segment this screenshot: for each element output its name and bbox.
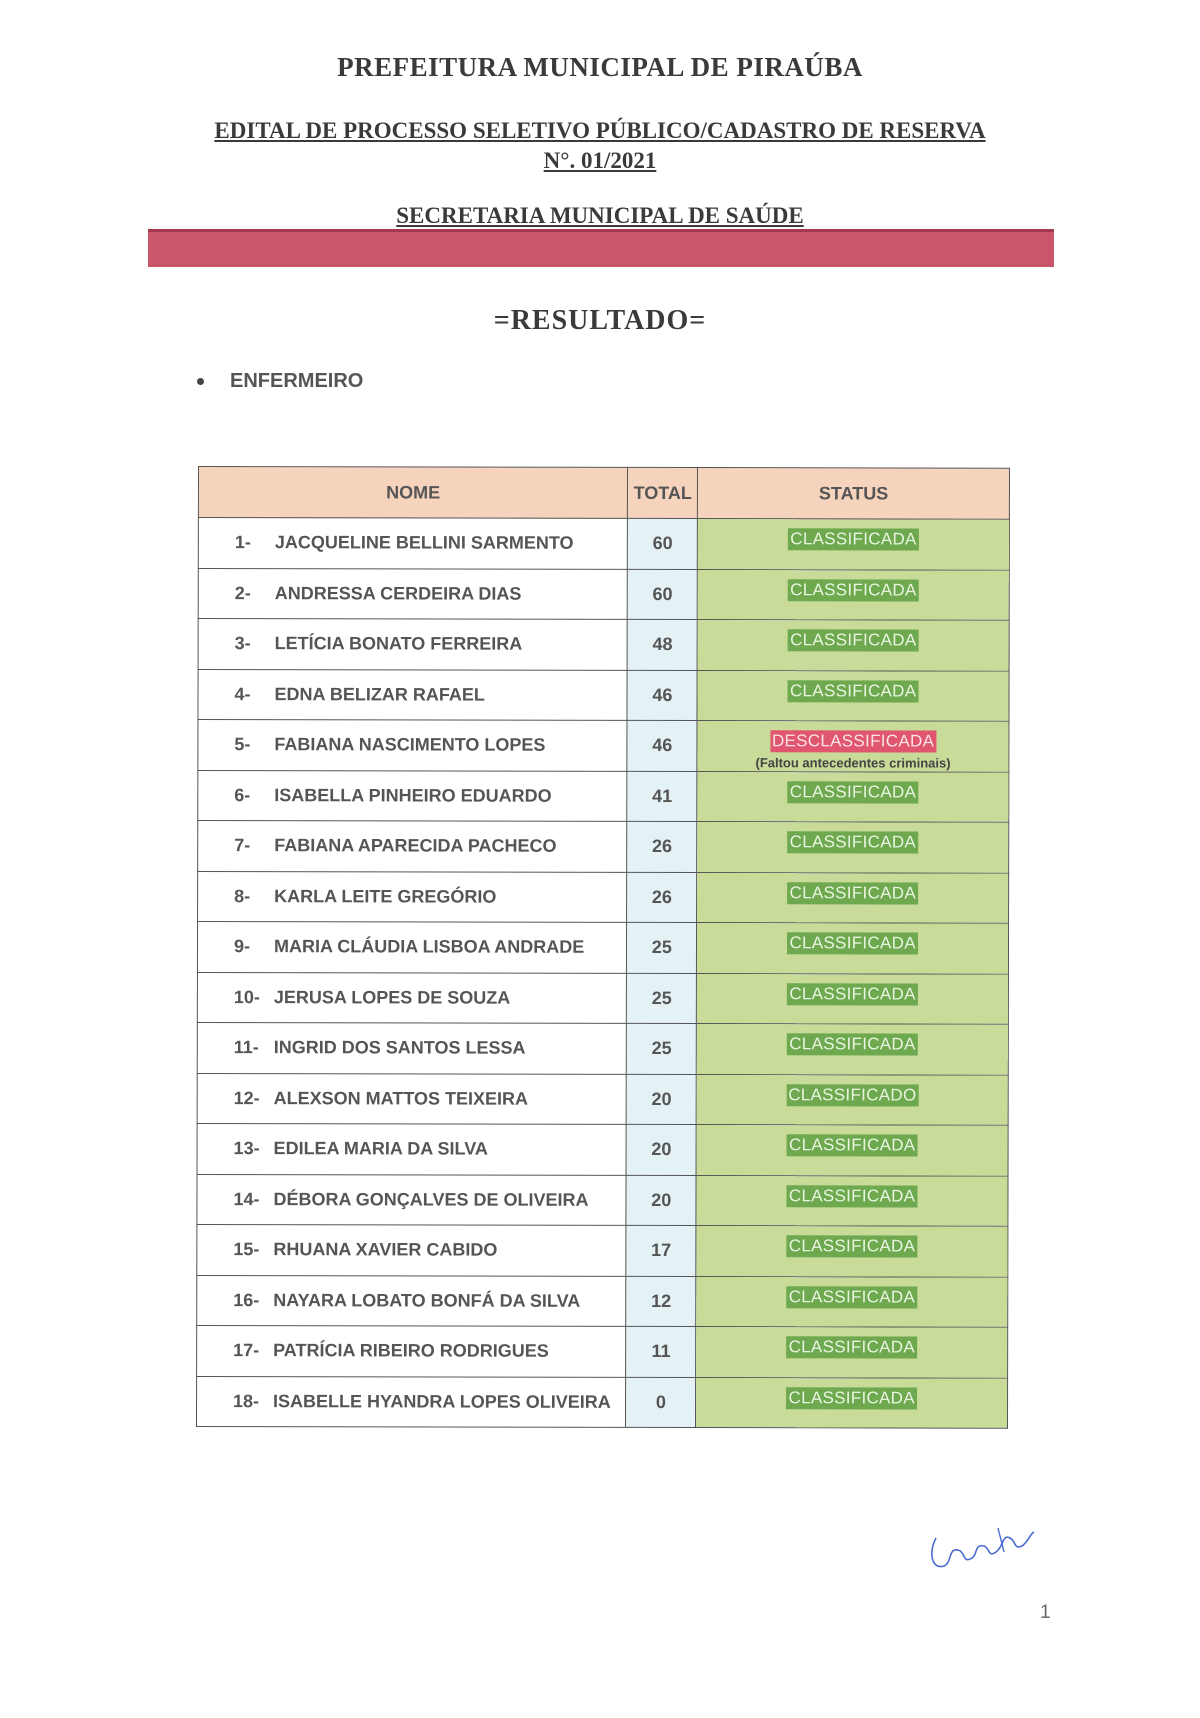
- status-cell: [697, 670, 1009, 721]
- table-row: [198, 669, 1009, 721]
- table-body: [196, 518, 1009, 1429]
- candidate-name-cell: [197, 1325, 626, 1376]
- status-cell: [697, 721, 1009, 772]
- table-row: [198, 619, 1009, 671]
- candidate-name-cell: [198, 619, 627, 670]
- total-score: 46: [627, 670, 697, 721]
- row-number: 16-: [233, 1289, 260, 1310]
- status-badge: CLASSIFICADA: [787, 1235, 917, 1257]
- total-score: 0: [626, 1377, 696, 1428]
- table-row: [197, 1275, 1008, 1327]
- candidate-name-cell: [197, 1022, 626, 1073]
- total-score: 20: [626, 1074, 696, 1125]
- signature: [918, 1508, 1038, 1588]
- status-cell: [696, 1377, 1008, 1428]
- candidate-name: INGRID DOS SANTOS LESSA: [273, 1037, 526, 1058]
- candidate-name: RHUANA XAVIER CABIDO: [273, 1239, 498, 1260]
- total-score: 11: [626, 1326, 696, 1377]
- bullet-icon: [197, 378, 204, 385]
- candidate-name: ANDRESSA CERDEIRA DIAS: [274, 582, 522, 604]
- status-badge: CLASSIFICADA: [788, 882, 918, 904]
- row-number: 6-: [234, 784, 251, 805]
- candidate-name-cell: [198, 518, 627, 569]
- status-cell: [697, 771, 1009, 822]
- status-badge: CLASSIFICADA: [788, 831, 918, 853]
- table-header-row: [198, 467, 1009, 520]
- status-badge: CLASSIFICADA: [788, 579, 918, 601]
- candidate-name: DÉBORA GONÇALVES DE OLIVEIRA: [273, 1188, 589, 1210]
- candidate-name: JERUSA LOPES DE SOUZA: [273, 986, 511, 1008]
- status-cell: [696, 1125, 1008, 1176]
- row-number: 15-: [233, 1239, 260, 1260]
- candidate-name-cell: [197, 1073, 626, 1124]
- total-score: 60: [628, 569, 698, 620]
- row-number: 9-: [233, 936, 251, 957]
- candidate-name-cell: [198, 821, 627, 872]
- table-row: [198, 871, 1009, 923]
- candidate-name: ISABELLE HYANDRA LOPES OLIVEIRA: [273, 1390, 611, 1412]
- table-row: [198, 821, 1009, 873]
- row-number: 18-: [233, 1390, 260, 1411]
- candidate-name: NAYARA LOBATO BONFÁ DA SILVA: [273, 1289, 581, 1311]
- candidate-name: LETÍCIA BONATO FERREIRA: [274, 633, 523, 654]
- candidate-name-cell: [197, 972, 626, 1023]
- candidate-name-cell: [198, 871, 627, 922]
- candidate-name-cell: [197, 1174, 626, 1225]
- candidate-name-cell: [197, 1224, 626, 1275]
- candidate-name-cell: [197, 1275, 626, 1326]
- table-row: [198, 720, 1009, 772]
- status-cell: [697, 872, 1009, 923]
- row-number: 4-: [234, 683, 251, 704]
- status-badge: CLASSIFICADA: [786, 1387, 916, 1409]
- candidate-name: PATRÍCIA RIBEIRO RODRIGUES: [273, 1340, 549, 1361]
- total-score: 26: [627, 821, 697, 872]
- status-cell: [697, 1024, 1009, 1075]
- table-row: [198, 568, 1009, 620]
- row-number: 1-: [234, 532, 251, 553]
- status-badge: CLASSIFICADA: [787, 1286, 917, 1308]
- status-cell: [696, 1074, 1008, 1125]
- status-badge: CLASSIFICADO: [786, 1084, 918, 1106]
- candidate-name: KARLA LEITE GREGÓRIO: [274, 885, 497, 907]
- table-row: [198, 770, 1009, 822]
- status-badge: CLASSIFICADA: [787, 1185, 917, 1207]
- status-cell: [697, 822, 1009, 873]
- status-badge: DESCLASSIFICADA: [770, 730, 936, 752]
- results-table: [196, 466, 1010, 1429]
- status-cell: [697, 973, 1009, 1024]
- row-number: 13-: [233, 1138, 260, 1159]
- row-number: 11-: [233, 1037, 259, 1058]
- row-number: 8-: [234, 885, 251, 906]
- status-badge: CLASSIFICADA: [787, 932, 917, 954]
- total-score: 26: [627, 872, 697, 923]
- total-score: 25: [627, 1023, 697, 1074]
- row-number: 10-: [233, 986, 260, 1007]
- total-score: 20: [626, 1175, 696, 1226]
- table-row: [197, 1325, 1008, 1377]
- table-row: [197, 922, 1008, 974]
- total-score: 20: [626, 1124, 696, 1175]
- section-label: [197, 370, 363, 393]
- candidate-name-cell: [198, 720, 627, 771]
- status-badge: CLASSIFICADA: [787, 1336, 917, 1358]
- row-number: 2-: [234, 582, 251, 603]
- status-note: (Faltou antecedentes criminais): [755, 755, 951, 771]
- candidate-name: ISABELLA PINHEIRO EDUARDO: [274, 784, 552, 806]
- page-title: PREFEITURA MUNICIPAL DE PIRAÚBA: [337, 52, 863, 82]
- header-status: STATUS: [698, 468, 1010, 520]
- status-badge: CLASSIFICADA: [787, 1033, 917, 1055]
- edital-line-1: EDITAL DE PROCESSO SELETIVO PÚBLICO/CADASTRO DE RESERVA: [214, 118, 986, 143]
- candidate-name: EDILEA MARIA DA SILVA: [273, 1138, 488, 1159]
- section-title: ENFERMEIRO: [230, 370, 364, 392]
- candidate-name: ALEXSON MATTOS TEIXEIRA: [273, 1087, 529, 1109]
- status-cell: [697, 620, 1009, 671]
- candidate-name: EDNA BELIZAR RAFAEL: [274, 683, 485, 705]
- header-total: TOTAL: [628, 467, 698, 518]
- status-badge: CLASSIFICADA: [787, 983, 917, 1005]
- header-color-bar: [148, 229, 1054, 267]
- row-number: 12-: [233, 1087, 260, 1108]
- table-row: [197, 1174, 1008, 1226]
- candidate-name: FABIANA NASCIMENTO LOPES: [274, 734, 546, 755]
- table-row: [196, 1376, 1007, 1428]
- status-cell: [696, 1327, 1008, 1378]
- total-score: 17: [626, 1225, 696, 1276]
- candidate-name-cell: [197, 922, 626, 973]
- table-row: [198, 518, 1009, 570]
- status-cell: [697, 923, 1009, 974]
- candidate-name-cell: [197, 1123, 626, 1174]
- edital-number: N°. 01/2021: [543, 148, 657, 173]
- status-badge: CLASSIFICADA: [787, 1134, 917, 1156]
- edital-heading: [180, 116, 1020, 176]
- row-number: 14-: [233, 1188, 260, 1209]
- total-score: 41: [627, 771, 697, 822]
- table-row: [197, 1224, 1008, 1276]
- total-score: 25: [627, 973, 697, 1024]
- status-badge: CLASSIFICADA: [788, 528, 918, 550]
- status-badge: CLASSIFICADA: [788, 781, 918, 803]
- candidate-name: MARIA CLÁUDIA LISBOA ANDRADE: [273, 936, 585, 958]
- status-badge: CLASSIFICADA: [788, 629, 918, 651]
- table-row: [197, 1022, 1008, 1074]
- total-score: 46: [627, 720, 697, 771]
- candidate-name-cell: [198, 770, 627, 821]
- page-number: 1: [1040, 1602, 1051, 1623]
- secretaria-heading: SECRETARIA MUNICIPAL DE SAÚDE: [396, 203, 804, 228]
- status-cell: [698, 519, 1010, 570]
- total-score: 12: [626, 1276, 696, 1327]
- status-badge: CLASSIFICADA: [788, 680, 918, 702]
- status-cell: [696, 1276, 1008, 1327]
- row-number: 5-: [234, 734, 251, 755]
- status-cell: [696, 1226, 1008, 1277]
- status-cell: [698, 569, 1010, 620]
- candidate-name-cell: [198, 568, 627, 619]
- candidate-name-cell: [198, 669, 627, 720]
- status-cell: [696, 1175, 1008, 1226]
- candidate-name: JACQUELINE BELLINI SARMENTO: [274, 532, 574, 554]
- total-score: 25: [627, 922, 697, 973]
- total-score: 60: [628, 518, 698, 569]
- table-row: [197, 972, 1008, 1024]
- table-row: [197, 1073, 1008, 1125]
- total-score: 48: [627, 619, 697, 670]
- row-number: 3-: [234, 633, 251, 654]
- header-nome: NOME: [198, 467, 627, 519]
- candidate-name-cell: [196, 1376, 625, 1427]
- row-number: 17-: [233, 1340, 260, 1361]
- table-row: [197, 1123, 1008, 1175]
- row-number: 7-: [234, 835, 251, 856]
- resultado-heading: =RESULTADO=: [493, 305, 707, 336]
- candidate-name: FABIANA APARECIDA PACHECO: [274, 835, 557, 857]
